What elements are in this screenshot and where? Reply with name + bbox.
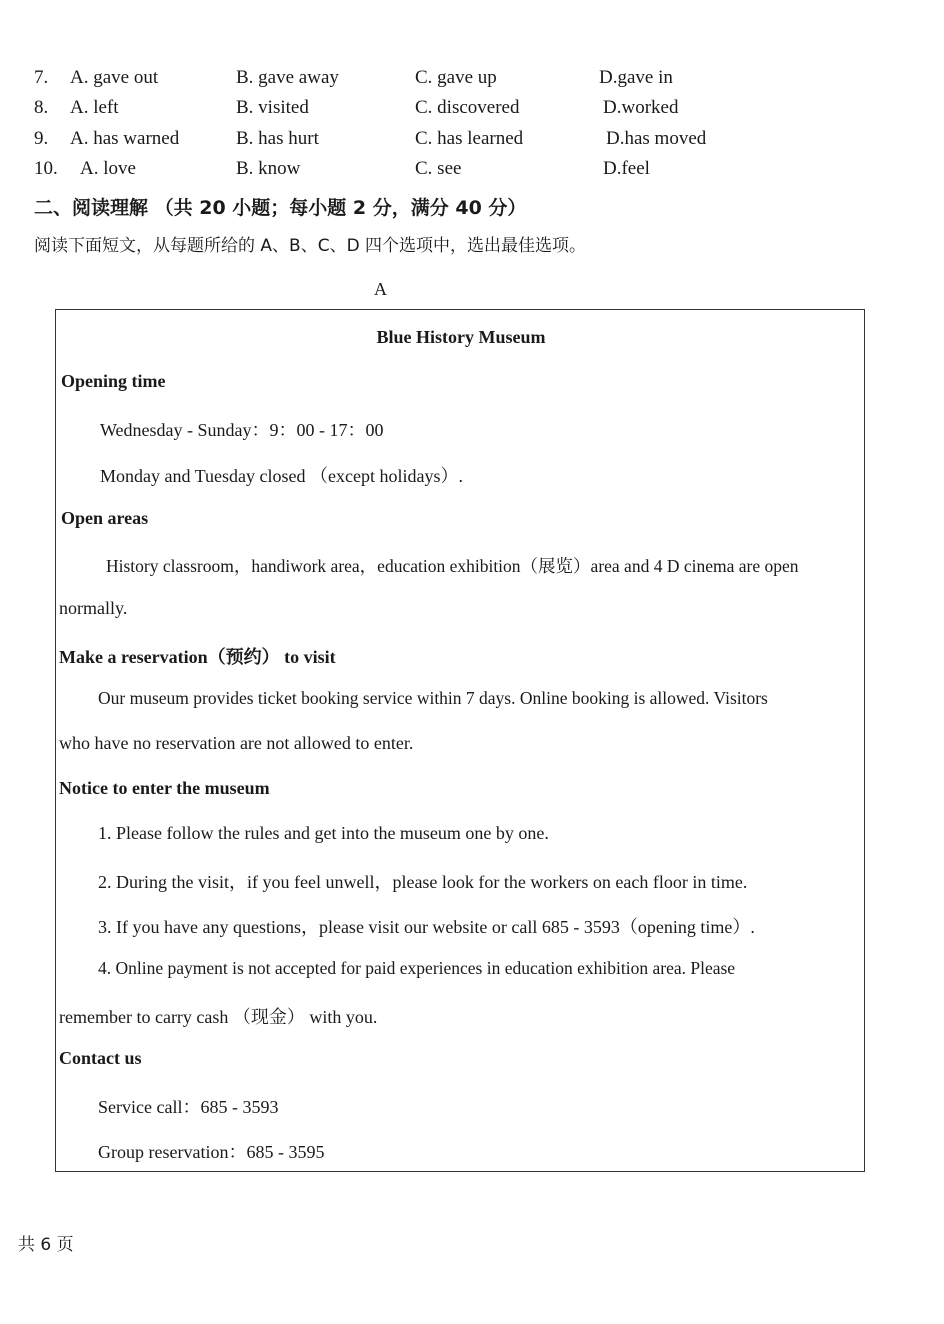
option-c: C. see bbox=[415, 158, 462, 179]
option-c: C. discovered bbox=[415, 97, 520, 118]
option-b: B. gave away bbox=[236, 67, 339, 88]
opening-time-heading: Opening time bbox=[61, 371, 166, 391]
opening-hours-text: Wednesday - Sunday：9：00 - 17：00 bbox=[100, 420, 384, 440]
question-row-9 bbox=[0, 128, 944, 158]
rule-2: 2. During the visit，if you feel unwell，please look for the workers on each floor in time. bbox=[98, 872, 748, 892]
contact-heading: Contact us bbox=[59, 1048, 142, 1068]
rule-1: 1. Please follow the rules and get into the museum one by one. bbox=[98, 823, 549, 843]
question-row-7 bbox=[0, 67, 944, 97]
reservation-heading: Make a reservation（预约） to visit bbox=[59, 647, 336, 667]
option-d: D.feel bbox=[603, 158, 650, 179]
reservation-text-cont: who have no reservation are not allowed to enter. bbox=[59, 733, 414, 753]
option-c: C. has learned bbox=[415, 128, 524, 149]
open-areas-text: History classroom，handiwork area，education exhibition（展览）area and 4 D cinema are open bbox=[106, 556, 799, 576]
question-number: 7. bbox=[34, 67, 49, 88]
option-b: B. know bbox=[236, 158, 301, 179]
option-d: D.worked bbox=[603, 97, 679, 118]
notice-title: Blue History Museum bbox=[376, 327, 546, 347]
enter-notice-heading: Notice to enter the museum bbox=[59, 778, 270, 798]
option-d: D.gave in bbox=[599, 67, 673, 88]
option-a: A. has warned bbox=[70, 128, 180, 149]
rule-4-cont: remember to carry cash （现金） with you. bbox=[59, 1007, 378, 1027]
section-instruction: 阅读下面短文，从每题所给的 A、B、C、D 四个选项中，选出最佳选项。 bbox=[34, 236, 587, 256]
open-areas-heading: Open areas bbox=[61, 508, 149, 528]
option-a: A. left bbox=[70, 97, 119, 118]
passage-label: A bbox=[374, 279, 387, 299]
rule-3: 3. If you have any questions，please visit our website or call 685 - 3593（opening time）. bbox=[98, 917, 755, 937]
option-b: B. has hurt bbox=[236, 128, 319, 149]
option-d: D.has moved bbox=[606, 128, 707, 149]
reservation-text: Our museum provides ticket booking service within 7 days. Online booking is allowed. Visitors bbox=[98, 688, 768, 708]
question-row-10 bbox=[0, 158, 944, 188]
option-c: C. gave up bbox=[415, 67, 497, 88]
question-number: 9. bbox=[34, 128, 49, 149]
group-reservation: Group reservation：685 - 3595 bbox=[98, 1142, 325, 1162]
museum-notice-box bbox=[55, 309, 865, 1172]
question-number: 10. bbox=[34, 158, 58, 179]
open-areas-text-cont: normally. bbox=[59, 598, 128, 618]
question-number: 8. bbox=[34, 97, 49, 118]
page-footer: 共 6 页 bbox=[18, 1235, 74, 1255]
option-b: B. visited bbox=[236, 97, 309, 118]
rule-4: 4. Online payment is not accepted for paid experiences in education exhibition area. Please bbox=[98, 958, 736, 978]
closed-days-text: Monday and Tuesday closed （except holidays）. bbox=[100, 466, 463, 486]
option-a: A. gave out bbox=[70, 67, 159, 88]
service-call: Service call：685 - 3593 bbox=[98, 1097, 279, 1117]
option-a: A. love bbox=[80, 158, 136, 179]
question-row-8 bbox=[0, 97, 944, 127]
section-title: 二、阅读理解 （共 20 小题；每小题 2 分，满分 40 分） bbox=[34, 197, 527, 219]
